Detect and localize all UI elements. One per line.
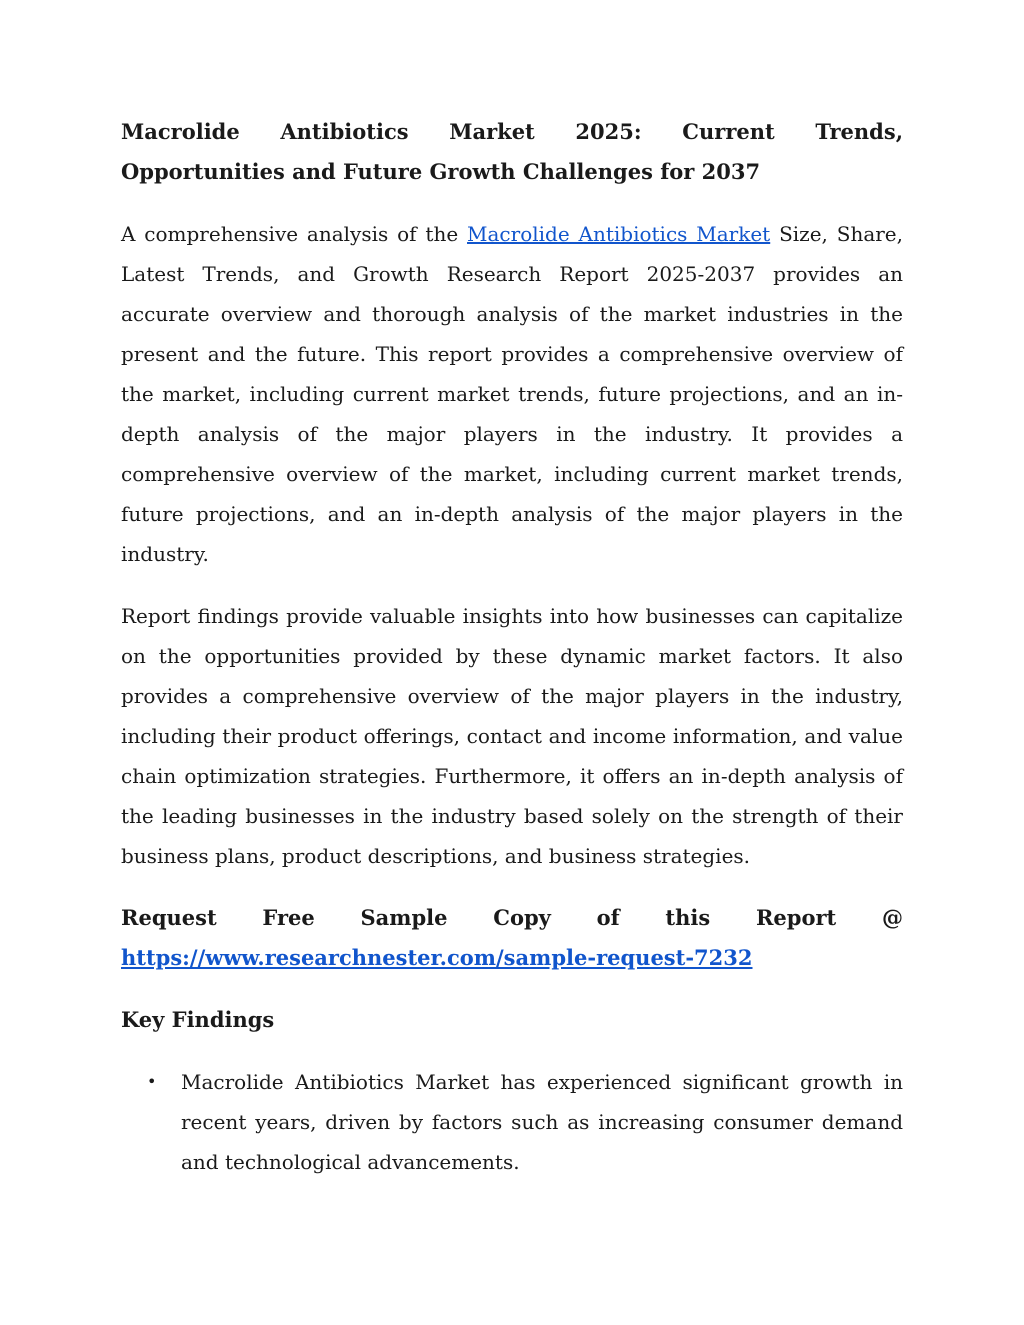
key-findings-heading: Key Findings (121, 1007, 275, 1032)
sample-request-label: Request Free Sample Copy of this Report @ (121, 905, 903, 930)
sample-request-link[interactable]: https://www.researchnester.com/sample-request-7232 (121, 945, 753, 970)
intro-text-before: A comprehensive analysis of the (121, 222, 468, 246)
document-title: Macrolide Antibiotics Market 2025: Current Trends, Opportunities and Future Growth Challenges for 2037 (121, 119, 903, 184)
market-link[interactable]: Macrolide Antibiotics Market (467, 222, 771, 246)
key-findings-list (121, 1062, 903, 1182)
intro-paragraph (121, 214, 903, 574)
list-item (121, 1062, 903, 1182)
bullet-icon: • (147, 1072, 157, 1091)
sample-request-line (121, 938, 903, 978)
list-item-text: Macrolide Antibiotics Market has experienced significant growth in recent years, driven by factors such as increasing consumer demand and technological advancements. (181, 1070, 903, 1174)
intro-text-after: Size, Share, Latest Trends, and Growth Research Report 2025-2037 provides an accurate overview and thorough analysis of the market industries in the present and the future. This report provides a comprehensive overview of the market, including current market trends, future projections, and an in-depth analysis of the major players in the industry. It provides a comprehensive overview of the market, including current market trends, future projections, and an in-depth analysis of the major players in the industry. (121, 222, 904, 566)
document-page (121, 112, 903, 1182)
findings-paragraph: Report findings provide valuable insights into how businesses can capitalize on the opportunities provided by these dynamic market factors. It also provides a comprehensive overview of the major players in the industry, including their product offerings, contact and income information, and value chain optimization strategies. Furthermore, it offers an in-depth analysis of the leading businesses in the industry based solely on the strength of their business plans, product descriptions, and business strategies. (121, 604, 903, 868)
